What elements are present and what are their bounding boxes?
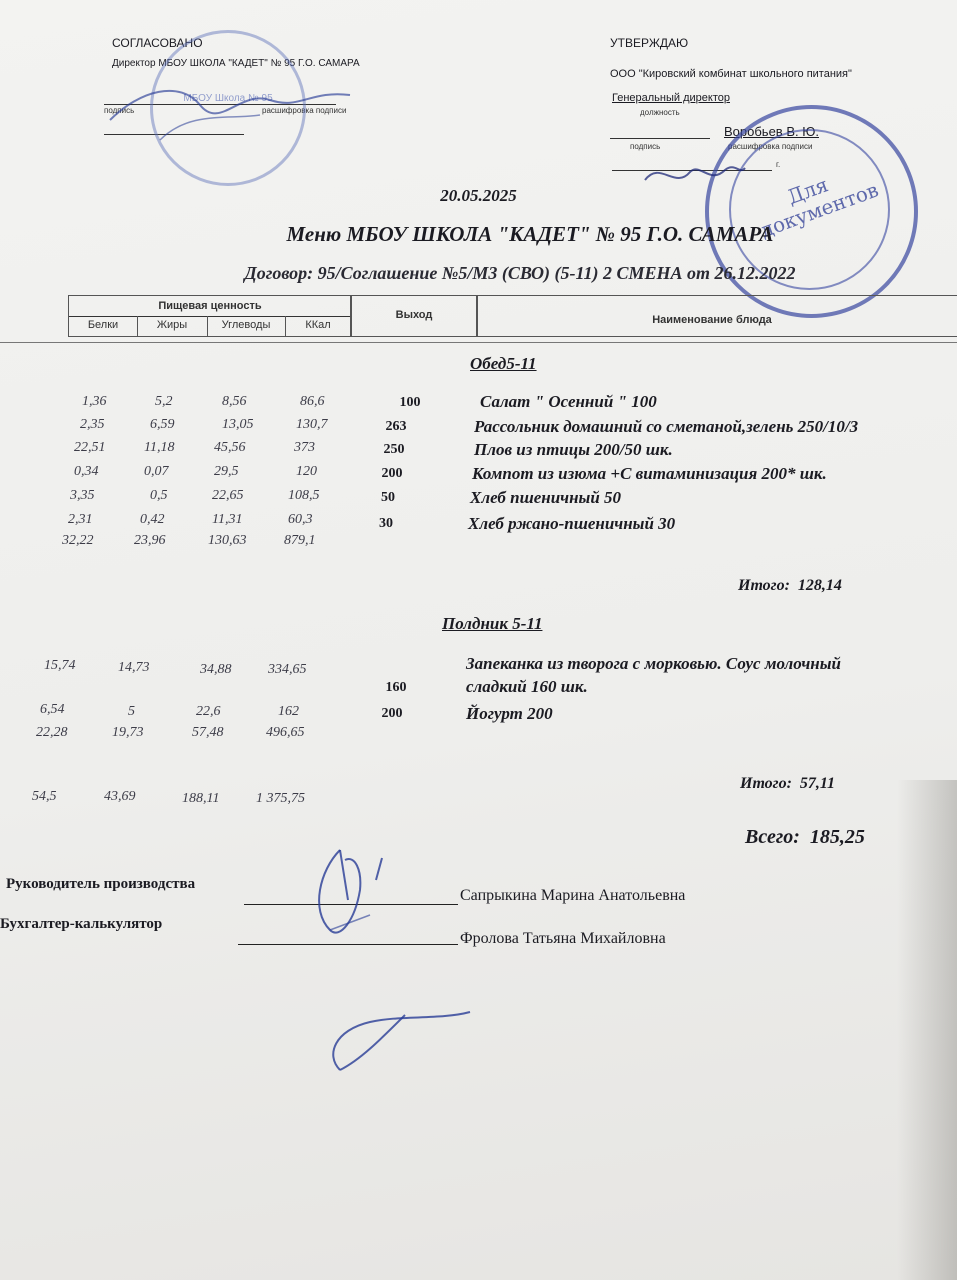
header-bottom-line bbox=[0, 342, 957, 343]
carbs-value: 8,56 bbox=[222, 394, 247, 409]
dish-header-label: Наименование блюда bbox=[652, 314, 772, 326]
contract-line: Договор: 95/Соглашение №5/М3 (СВО) (5-11) 2 СМЕНА от 26.12.2022 bbox=[244, 263, 796, 283]
protein-sum: 22,28 bbox=[36, 725, 68, 740]
left-seal-text: МБОУ Школа № 95 bbox=[183, 93, 273, 104]
kcal-value: 130,7 bbox=[296, 417, 328, 432]
protein-value: 1,36 bbox=[82, 394, 107, 409]
protein-value: 3,35 bbox=[70, 488, 95, 503]
fat-value: 0,5 bbox=[150, 488, 168, 503]
carbs-grand: 188,11 bbox=[182, 791, 220, 806]
output-value: 30 bbox=[379, 516, 393, 531]
carbs-sum: 57,48 bbox=[192, 725, 224, 740]
carbs-value: 45,56 bbox=[214, 440, 246, 455]
protein-grand: 54,5 bbox=[32, 789, 57, 804]
agreed-title: СОГЛАСОВАНО bbox=[112, 36, 203, 50]
fat-sum: 23,96 bbox=[134, 533, 166, 548]
left-signature-scribble bbox=[100, 60, 380, 170]
fat-header: Жиры bbox=[156, 319, 188, 331]
director-line: Директор МБОУ ШКОЛА "КАДЕТ" № 95 Г.О. САМАРА bbox=[112, 58, 360, 69]
dish-name: Салат " Осенний " 100 bbox=[480, 392, 657, 411]
protein-value: 22,51 bbox=[74, 440, 106, 455]
nutrition-header-label: Пищевая ценность bbox=[158, 300, 262, 312]
accountant-signature-scribble bbox=[320, 1000, 480, 1080]
fat-value: 6,59 bbox=[150, 417, 175, 432]
carbs-value: 29,5 bbox=[214, 464, 239, 479]
carbs-sum: 130,63 bbox=[208, 533, 247, 548]
kcal-value: 120 bbox=[296, 464, 317, 479]
head-name: Сапрыкина Марина Анатольевна bbox=[460, 887, 686, 904]
nutrition-header bbox=[68, 295, 352, 337]
kcal-header: ККал bbox=[305, 319, 331, 331]
snack-total-label: Итого: bbox=[740, 775, 792, 792]
dish-name: Хлеб ржано-пшеничный 30 bbox=[468, 514, 676, 533]
dish-name: Рассольник домашний со сметаной,зелень 250/10/3 bbox=[474, 417, 859, 436]
fat-value: 0,07 bbox=[144, 464, 169, 479]
head-label: Руководитель производства bbox=[6, 876, 196, 892]
carbs-value: 22,6 bbox=[196, 704, 221, 719]
grand-total-label: Всего: bbox=[745, 826, 800, 848]
kcal-value: 162 bbox=[278, 704, 299, 719]
right-seal-text: Для документов bbox=[757, 172, 882, 243]
carbs-header: Углеводы bbox=[221, 319, 271, 331]
fat-value: 5 bbox=[128, 704, 135, 719]
protein-value: 6,54 bbox=[40, 702, 65, 717]
kcal-value: 86,6 bbox=[300, 394, 325, 409]
kcal-sum: 496,65 bbox=[266, 725, 305, 740]
right-seal-stamp bbox=[705, 105, 918, 318]
carbs-value: 11,31 bbox=[212, 512, 243, 527]
fat-value: 0,42 bbox=[140, 512, 165, 527]
protein-value: 0,34 bbox=[74, 464, 99, 479]
carbs-value: 22,65 bbox=[212, 488, 244, 503]
position-label: должность bbox=[640, 108, 680, 117]
accountant-label: Бухгалтер-калькулятор bbox=[0, 916, 163, 932]
right-decode-label: расшифровка подписи bbox=[728, 142, 813, 151]
kcal-value: 373 bbox=[294, 440, 315, 455]
dish-name: Компот из изюма +С витаминизация 200* шк. bbox=[472, 464, 827, 483]
protein-sum: 32,22 bbox=[62, 533, 94, 548]
carbs-value: 34,88 bbox=[200, 662, 232, 677]
kcal-value: 334,65 bbox=[268, 662, 307, 677]
document-title: Меню МБОУ ШКОЛА "КАДЕТ" № 95 Г.О. САМАРА bbox=[286, 222, 774, 246]
output-value: 100 bbox=[399, 395, 421, 410]
position-line: Генеральный директор bbox=[612, 92, 730, 104]
right-sign-line bbox=[610, 138, 710, 139]
kcal-sum: 879,1 bbox=[284, 533, 316, 548]
grand-total bbox=[745, 826, 865, 849]
document-date: 20.05.2025 bbox=[440, 186, 517, 205]
output-value: 50 bbox=[381, 490, 395, 505]
org-line: ООО "Кировский комбинат школьного питания" bbox=[610, 68, 852, 80]
director-name: Воробьев В. Ю. bbox=[724, 124, 819, 139]
dish-name: Хлеб пшеничный 50 bbox=[470, 488, 622, 507]
lunch-section-title: Обед5-11 bbox=[470, 354, 537, 373]
output-value: 160 bbox=[385, 680, 407, 695]
output-value: 250 bbox=[383, 442, 405, 457]
kcal-value: 108,5 bbox=[288, 488, 320, 503]
right-sign-label: подпись bbox=[630, 142, 661, 151]
dish-name: Запеканка из творога с морковью. Соус молочный bbox=[466, 654, 841, 673]
snack-total bbox=[740, 775, 835, 793]
fat-value: 11,18 bbox=[144, 440, 175, 455]
fat-sum: 19,73 bbox=[112, 725, 144, 740]
protein-value: 2,35 bbox=[80, 417, 105, 432]
head-signature-scribble bbox=[300, 840, 420, 950]
nutrition-header-divider bbox=[69, 316, 351, 317]
output-header-label: Выход bbox=[395, 309, 433, 321]
dish-name-line2: сладкий 160 шк. bbox=[466, 677, 588, 696]
output-value: 263 bbox=[385, 419, 407, 434]
kcal-grand: 1 375,75 bbox=[256, 791, 305, 806]
protein-header: Белки bbox=[87, 319, 119, 331]
dish-header bbox=[476, 295, 957, 337]
lunch-total-value: 128,14 bbox=[797, 577, 842, 594]
fat-value: 14,73 bbox=[118, 660, 150, 675]
grand-total-value: 185,25 bbox=[809, 826, 865, 848]
protein-value: 2,31 bbox=[68, 512, 93, 527]
protein-value: 15,74 bbox=[44, 658, 76, 673]
output-value: 200 bbox=[381, 706, 403, 721]
dish-name: Йогурт 200 bbox=[466, 704, 553, 723]
fat-value: 5,2 bbox=[155, 394, 173, 409]
lunch-total bbox=[738, 577, 842, 595]
output-value: 200 bbox=[381, 466, 403, 481]
right-year-suffix: г. bbox=[776, 160, 781, 169]
approve-title: УТВЕРЖДАЮ bbox=[610, 36, 689, 50]
dish-name: Плов из птицы 200/50 шк. bbox=[474, 440, 673, 459]
page-edge-shadow bbox=[897, 780, 957, 1280]
carbs-value: 13,05 bbox=[222, 417, 254, 432]
fat-grand: 43,69 bbox=[104, 789, 136, 804]
kcal-value: 60,3 bbox=[288, 512, 313, 527]
snack-total-value: 57,11 bbox=[799, 775, 836, 792]
output-header bbox=[350, 295, 478, 337]
left-decode-label: расшифровка подписи bbox=[262, 106, 347, 115]
lunch-total-label: Итого: bbox=[738, 577, 790, 594]
left-sign-label: подпись bbox=[104, 106, 135, 115]
accountant-name: Фролова Татьяна Михайловна bbox=[460, 930, 666, 947]
snack-section-title: Полдник 5-11 bbox=[442, 614, 543, 633]
